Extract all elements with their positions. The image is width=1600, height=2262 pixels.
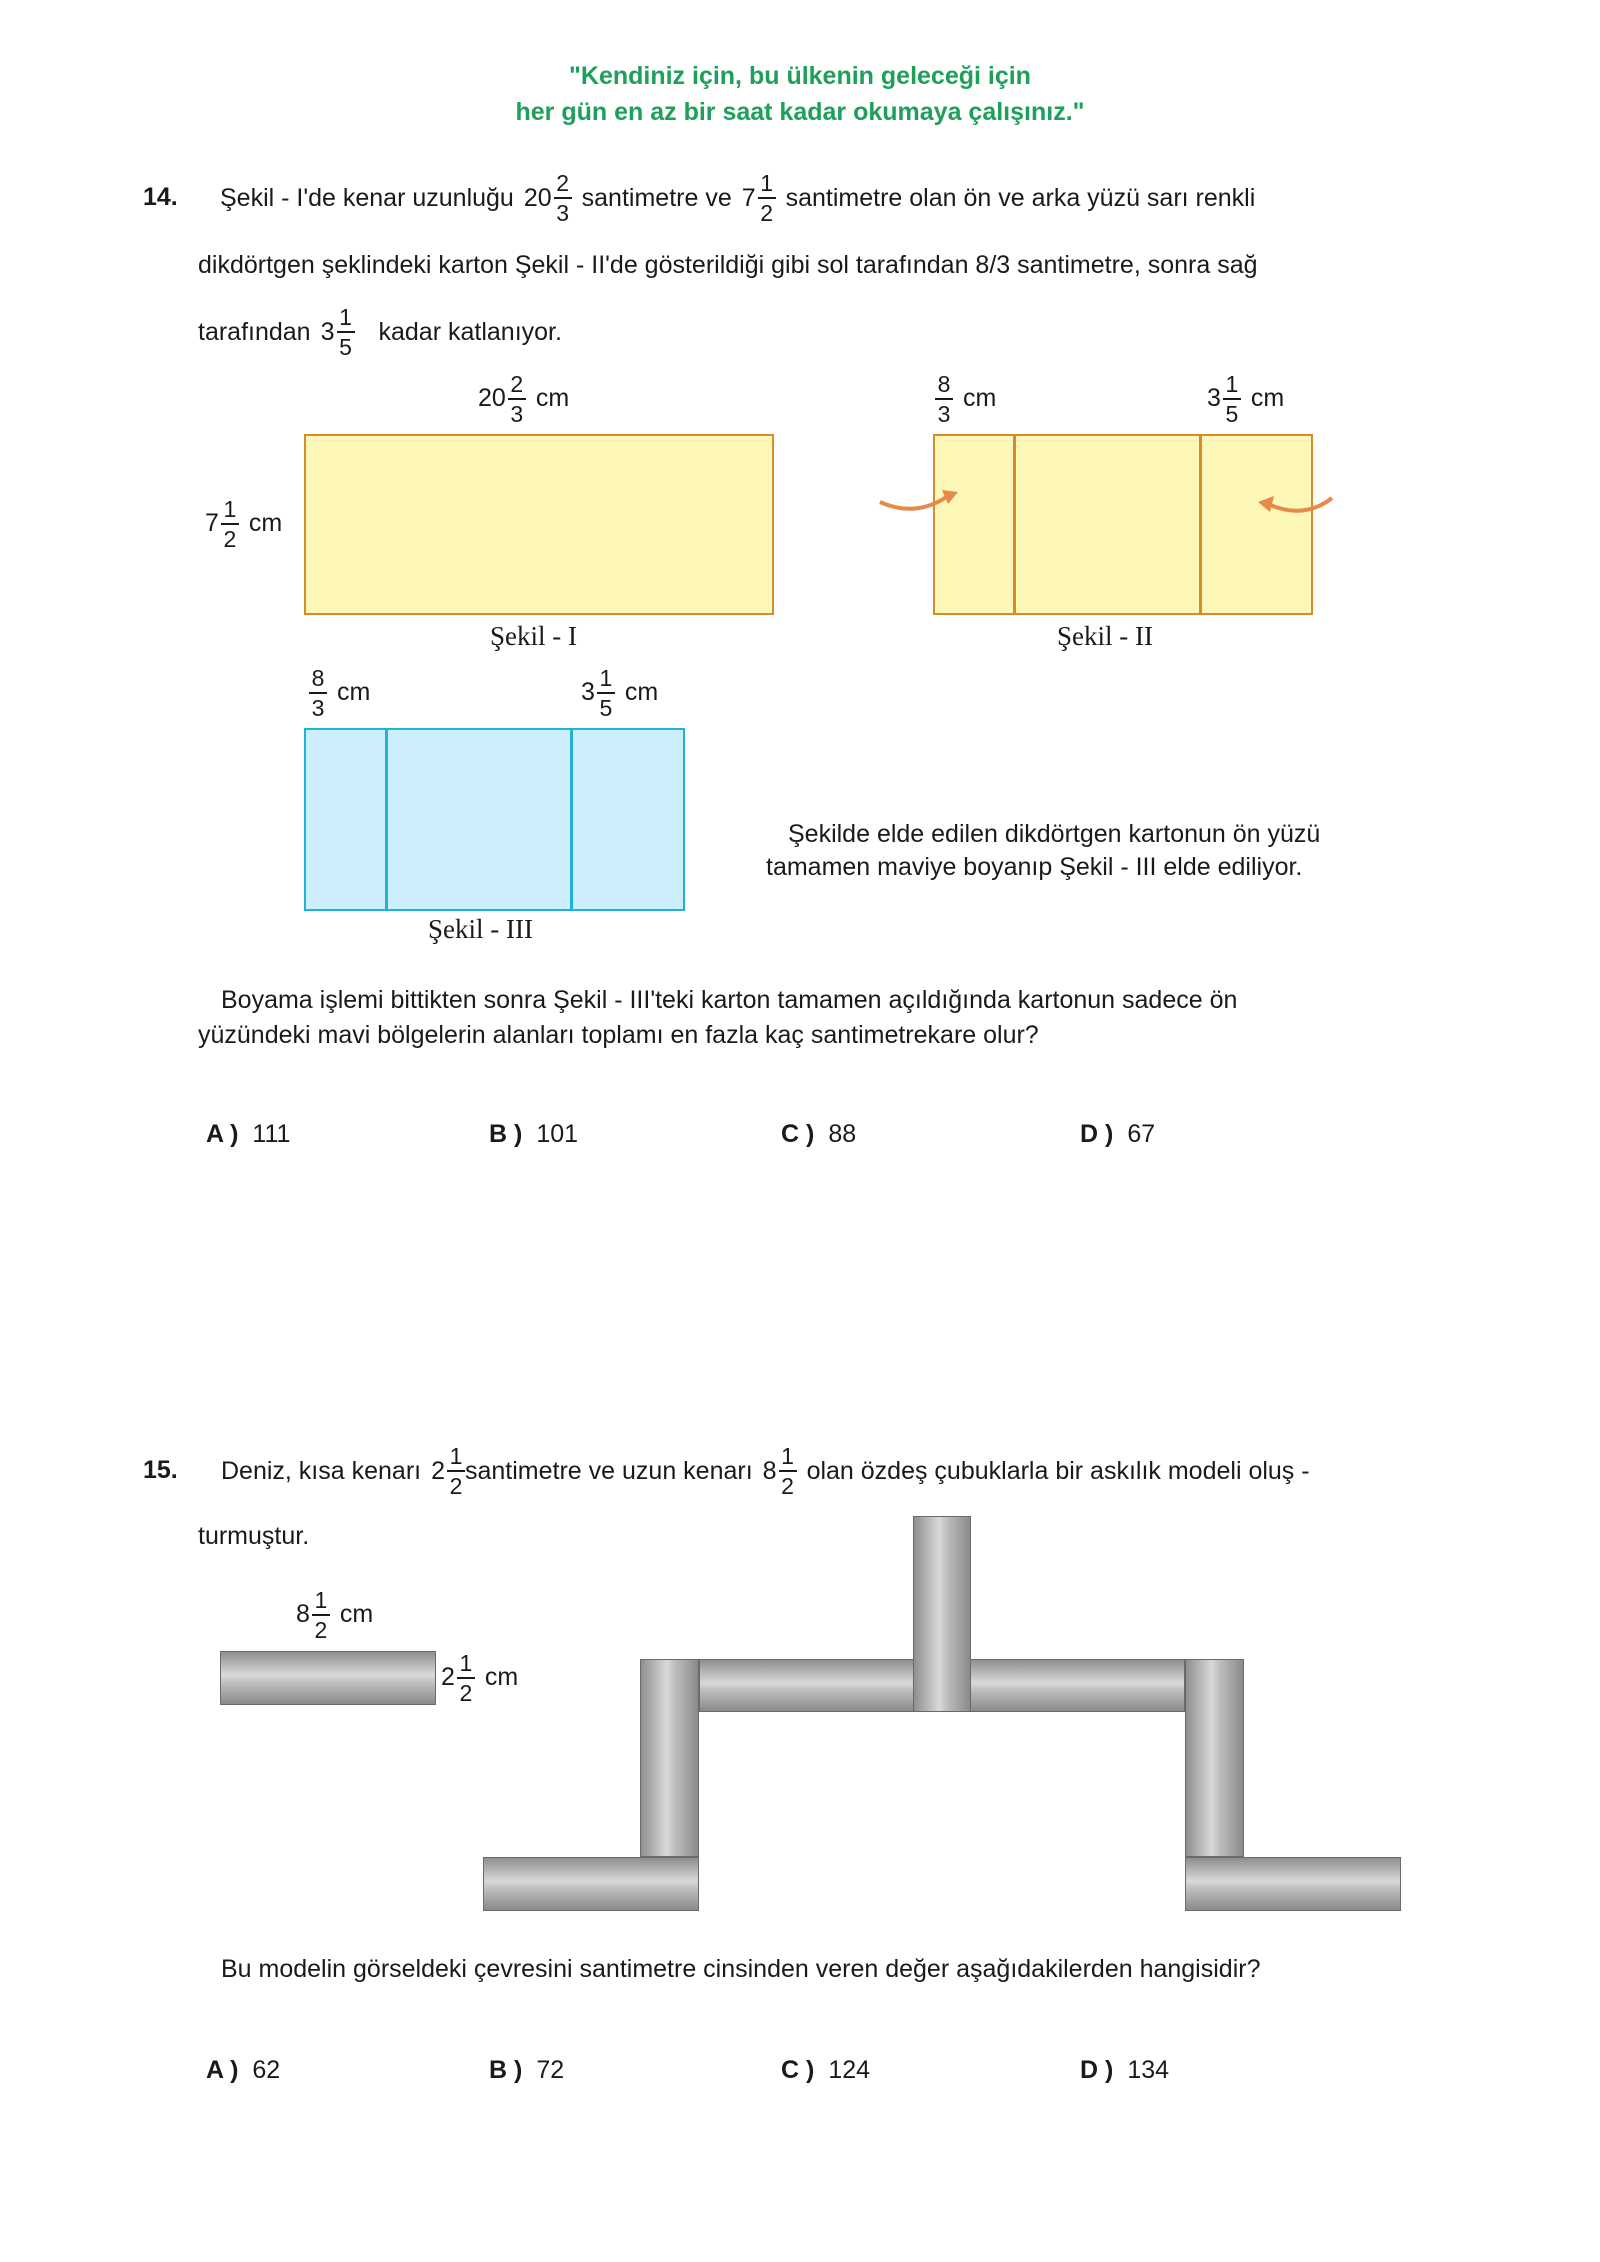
fig3-left-label: [309, 666, 370, 720]
motto-line-2: her gün en az bir saat kadar okumaya çalışınız.": [515, 98, 1085, 126]
denominator: 2: [760, 199, 774, 226]
question-14-line-1: [220, 168, 1255, 228]
question-15-prompt: Bu modelin görseldeki çevresini santimetre cinsinden veren değer aşağıdakilerden hangisidir?: [221, 1955, 1261, 1983]
denominator: 2: [314, 1616, 328, 1643]
rod-length-label: [296, 1588, 373, 1642]
q14-option-b[interactable]: [489, 1120, 578, 1149]
unit: cm: [484, 1663, 519, 1692]
length-mixed-number: [524, 171, 572, 225]
unit: cm: [963, 384, 997, 413]
q14-text-a: Şekil - I'de kenar uzunluğu: [220, 183, 514, 212]
denominator: 3: [556, 199, 570, 226]
fraction: [337, 305, 355, 359]
denominator: 3: [937, 400, 951, 427]
unit: cm: [624, 678, 659, 707]
numerator: 1: [459, 1650, 473, 1676]
question-14-number: 14.: [143, 183, 178, 211]
fraction: [447, 1444, 465, 1498]
hanger-rod-left-vertical: [640, 1659, 699, 1857]
denominator: 2: [223, 525, 237, 552]
question-14-line-3: [198, 302, 562, 362]
rod-width-label: [441, 1651, 518, 1705]
figure-2-rectangle: [933, 434, 1313, 615]
option-letter: D ): [1080, 2056, 1114, 2084]
q15-option-c[interactable]: [781, 2056, 870, 2085]
numerator: 1: [781, 1443, 794, 1470]
unit: cm: [535, 384, 570, 413]
fraction: [554, 171, 572, 225]
numerator: 1: [314, 1587, 328, 1613]
fig3-right-label: [581, 666, 658, 720]
option-value: 62: [252, 2056, 281, 2084]
hanger-rod-top-left: [699, 1659, 915, 1712]
q15-text-b: santimetre ve uzun kenarı: [465, 1456, 753, 1485]
figure-2-caption: Şekil - II: [1057, 621, 1153, 651]
single-rod: [220, 1651, 436, 1705]
right-fold-line: [570, 730, 573, 909]
option-value: 111: [252, 1120, 291, 1148]
unit: cm: [248, 509, 283, 538]
q15-text-c: olan özdeş çubuklarla bir askılık modeli oluş -: [806, 1456, 1310, 1485]
fraction: [779, 1444, 797, 1498]
unit: cm: [1250, 384, 1285, 413]
numerator: 8: [937, 371, 951, 397]
short-side-mixed-number: [431, 1444, 465, 1498]
denominator: 5: [599, 694, 613, 721]
hanger-rod-bottom-right: [1185, 1857, 1401, 1911]
unit: cm: [337, 678, 371, 707]
denominator: 2: [781, 1472, 794, 1499]
numerator: 1: [1225, 371, 1239, 397]
q14-text-d: tarafından: [198, 317, 311, 346]
option-value: 101: [536, 1120, 579, 1148]
hanger-rod-top-center: [913, 1516, 971, 1712]
option-value: 72: [536, 2056, 565, 2084]
hanger-rod-top-right: [969, 1659, 1185, 1712]
whole-part: 3: [320, 317, 335, 346]
left-fold-arrow-icon: [876, 480, 966, 520]
option-letter: A ): [206, 2056, 239, 2084]
option-letter: A ): [206, 1120, 239, 1148]
hanger-rod-bottom-left: [483, 1857, 699, 1911]
q14-option-d[interactable]: [1080, 1120, 1155, 1149]
right-fold-mixed-number: [321, 305, 355, 359]
option-value: 124: [828, 2056, 871, 2084]
right-fold-line: [1199, 436, 1202, 613]
numerator: 2: [556, 170, 570, 197]
side-text-line-2: tamamen maviye boyanıp Şekil - III elde ediliyor.: [766, 853, 1303, 881]
whole-part: 3: [581, 678, 595, 707]
width-mixed-number: [742, 171, 776, 225]
denominator: 3: [510, 400, 524, 427]
question-15-line-1: [221, 1441, 1310, 1501]
side-text-line-1: Şekilde elde edilen dikdörtgen kartonun ön yüzü: [788, 820, 1321, 848]
fig2-left-label: [935, 372, 996, 426]
q15-text-a: Deniz, kısa kenarı: [221, 1456, 422, 1485]
option-letter: C ): [781, 2056, 815, 2084]
fig1-length-label: [478, 372, 569, 426]
q14-option-c[interactable]: [781, 1120, 856, 1149]
whole-part: 20: [478, 384, 506, 413]
denominator: 3: [311, 694, 325, 721]
q15-option-d[interactable]: [1080, 2056, 1169, 2085]
figure-1-caption: Şekil - I: [490, 621, 577, 651]
q15-option-a[interactable]: [206, 2056, 280, 2085]
fig2-right-label: [1207, 372, 1284, 426]
numerator: 1: [760, 170, 774, 197]
whole-part: 8: [762, 1456, 777, 1485]
whole-part: 7: [205, 509, 219, 538]
unit: cm: [339, 1600, 374, 1629]
numerator: 2: [510, 371, 524, 397]
whole-part: 20: [523, 183, 552, 212]
denominator: 2: [449, 1472, 463, 1499]
option-value: 134: [1127, 2056, 1170, 2084]
whole-part: 2: [441, 1663, 455, 1692]
numerator: 1: [599, 665, 613, 691]
fig1-width-label: [205, 497, 282, 551]
option-value: 67: [1127, 1120, 1156, 1148]
option-letter: D ): [1080, 1120, 1114, 1148]
figure-3-caption: Şekil - III: [428, 914, 533, 944]
q14-option-a[interactable]: [206, 1120, 290, 1149]
numerator: 1: [449, 1443, 463, 1470]
q14-text-b: santimetre ve: [581, 183, 732, 212]
left-fold-line: [1013, 436, 1016, 613]
question-15-number: 15.: [143, 1456, 178, 1484]
left-fold-line: [385, 730, 388, 909]
whole-part: 8: [296, 1600, 310, 1629]
question-14-prompt-2: yüzündeki mavi bölgelerin alanları toplamı en fazla kaç santimetrekare olur?: [198, 1021, 1039, 1049]
motto-line-1: "Kendiniz için, bu ülkenin geleceği için: [569, 62, 1031, 90]
question-14-prompt-1: Boyama işlemi bittikten sonra Şekil - III'teki karton tamamen açıldığında kartonun sadece ön: [221, 986, 1238, 1014]
numerator: 1: [339, 304, 352, 331]
fraction: [758, 171, 776, 225]
q14-text-c: santimetre olan ön ve arka yüzü sarı renkli: [785, 183, 1256, 212]
denominator: 2: [459, 1679, 473, 1706]
numerator: 8: [311, 665, 325, 691]
q15-option-b[interactable]: [489, 2056, 564, 2085]
option-letter: B ): [489, 1120, 523, 1148]
option-letter: C ): [781, 1120, 815, 1148]
whole-part: 3: [1207, 384, 1221, 413]
q14-text-e: kadar katlanıyor.: [378, 317, 562, 346]
question-14-line-2: dikdörtgen şeklindeki karton Şekil - II'de gösterildiği gibi sol tarafından 8/3 santimetre, sonra sağ: [198, 251, 1258, 279]
denominator: 5: [1225, 400, 1239, 427]
question-15-line-2: turmuştur.: [198, 1522, 310, 1550]
whole-part: 7: [741, 183, 756, 212]
option-letter: B ): [489, 2056, 523, 2084]
numerator: 1: [223, 496, 237, 522]
right-fold-arrow-icon: [1248, 484, 1338, 524]
denominator: 5: [339, 333, 352, 360]
whole-part: 2: [431, 1456, 445, 1485]
figure-1-rectangle: [304, 434, 774, 615]
hanger-rod-right-vertical: [1185, 1659, 1244, 1857]
long-side-mixed-number: [763, 1444, 797, 1498]
option-value: 88: [828, 1120, 857, 1148]
figure-3-rectangle: [304, 728, 685, 911]
